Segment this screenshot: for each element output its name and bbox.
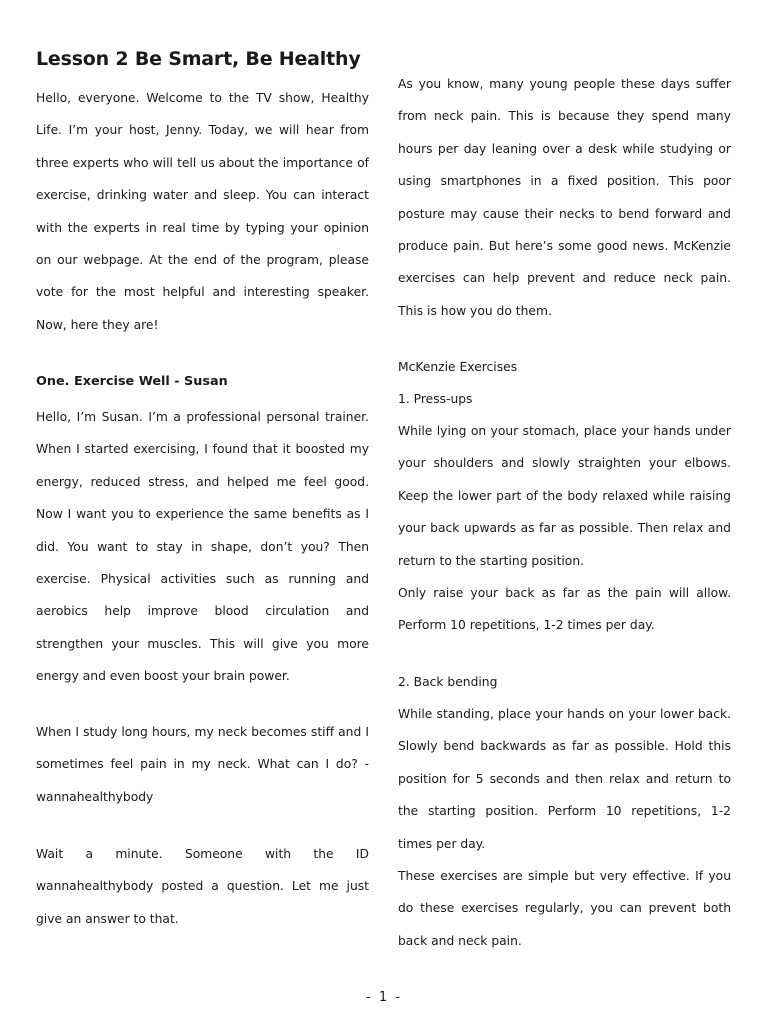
exercise-2-title: 2. Back bending <box>398 675 498 689</box>
section-heading: One. Exercise Well - Susan <box>36 374 228 389</box>
intro-paragraph: Hello, everyone. Welcome to the TV show, Healthy Life. I’m your host, Jenny. Today, we will hear from three experts who will tell us about the importance of exercise, drinking water and sleep. You can interact with the experts in real time by typing your opinion on our webpage. At the end of the program, please vote for the most helpful and interesting speaker. Now, here they are! <box>36 91 369 332</box>
neck-pain-paragraph: As you know, many young people these days suffer from neck pain. This is because they spend many hours per day leaning over a desk while studying or using smartphones in a fixed position. This poor posture may cause their necks to bend forward and produce pain. But here’s some good news. McKenzie exercises can help prevent and reduce neck pain. This is how you do them. <box>398 77 731 318</box>
exercises-title: McKenzie Exercises <box>398 360 518 374</box>
exercise-1-note: Only raise your back as far as the pain will allow. Perform 10 repetitions, 1-2 times per day. <box>398 586 731 633</box>
conclusion-paragraph: These exercises are simple but very effective. If you do these exercises regularly, you can prevent both back and neck pain. <box>398 869 731 948</box>
susan-paragraph: Hello, I’m Susan. I’m a professional personal trainer. When I started exercising, I found that it boosted my energy, reduced stress, and helped me feel good. Now I want you to experience the same benefits as I did. You want to stay in shape, don’t you? Then exercise. Physical activities such as running and aerobics help improve blood circulation and strengthen your muscles. This will give you more energy and even boost your brain power. <box>36 410 369 684</box>
reply-paragraph: Wait a minute. Someone with the ID wannahealthybody posted a question. Let me just give an answer to that. <box>36 847 369 926</box>
exercise-1-text: While lying on your stomach, place your hands under your shoulders and slowly straighten your elbows. Keep the lower part of the body relaxed while raising your back upwards as far as possible. Then relax and return to the starting position. <box>398 424 731 568</box>
exercise-1-title: 1. Press-ups <box>398 392 473 406</box>
page-title: Lesson 2 Be Smart, Be Healthy <box>36 48 361 70</box>
exercise-2-text: While standing, place your hands on your lower back. Slowly bend backwards as far as possible. Hold this position for 5 seconds and then relax and return to the starting position. Perform 10 repetitions, 1-2 times per day. <box>398 707 731 851</box>
page-number: - 1 - <box>366 990 402 1005</box>
question-paragraph: When I study long hours, my neck becomes stiff and I sometimes feel pain in my neck. What can I do? - wannahealthybody <box>36 725 369 804</box>
